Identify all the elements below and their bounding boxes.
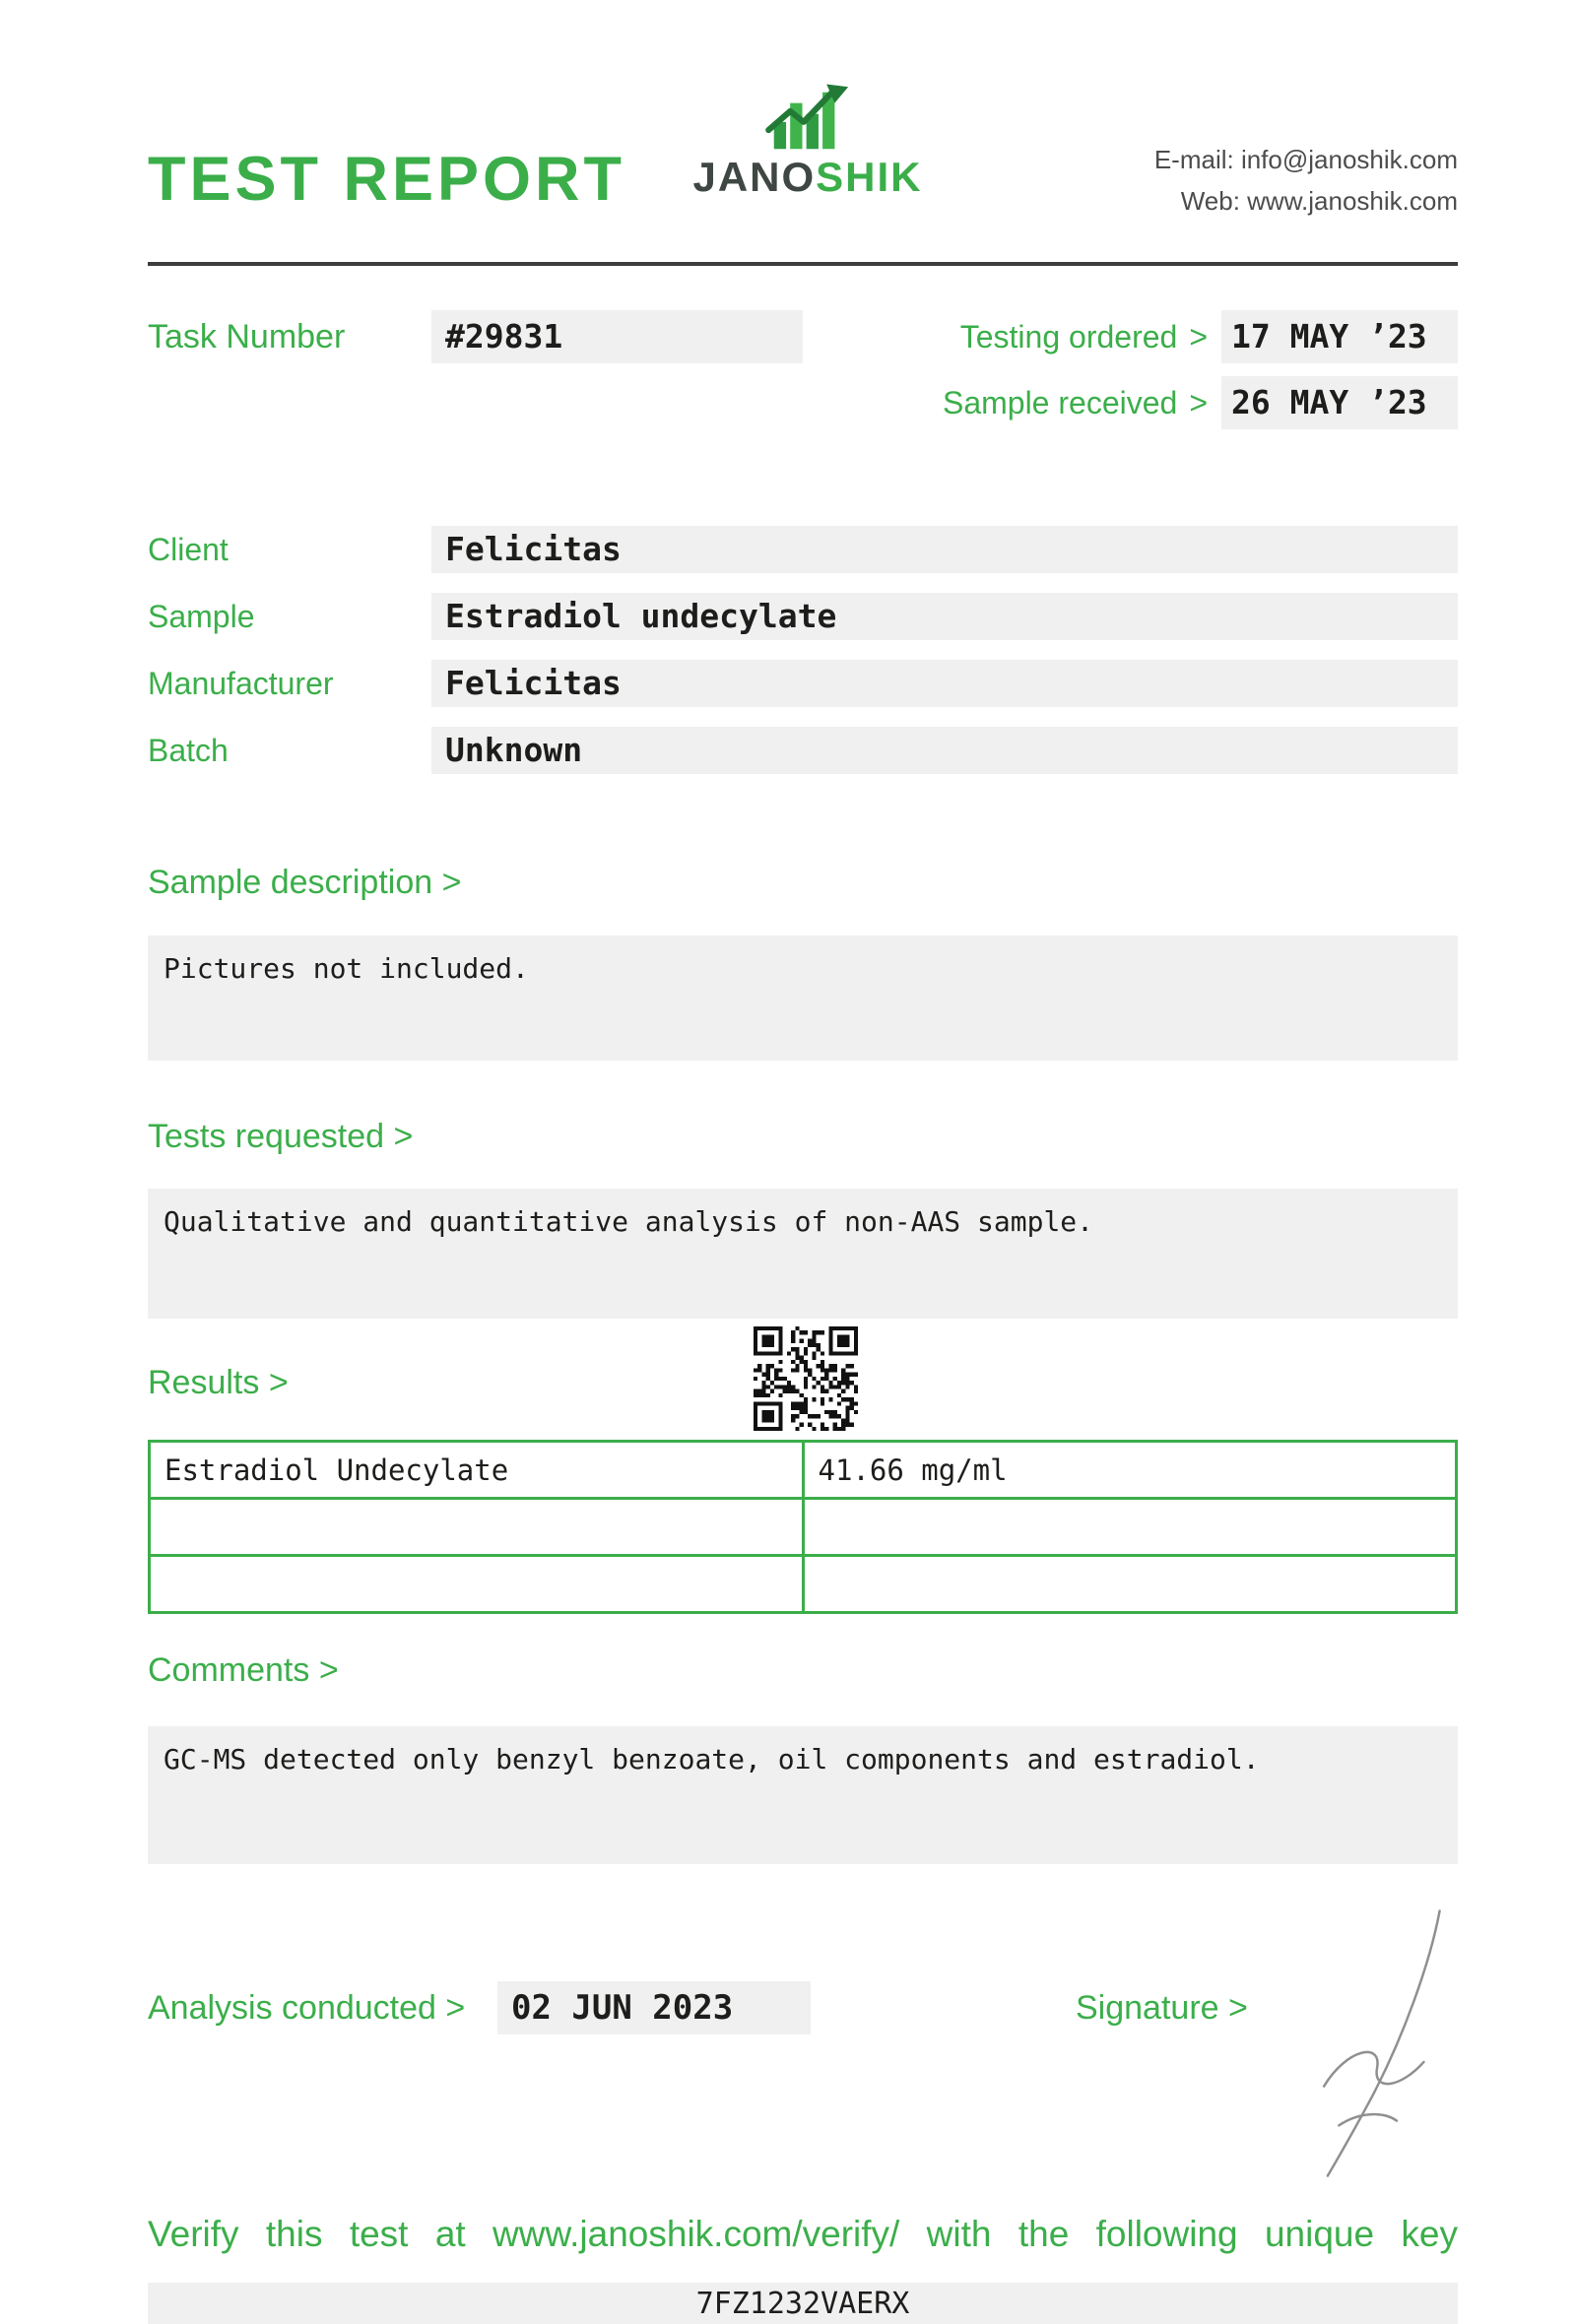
manufacturer-value: Felicitas	[431, 660, 1458, 707]
signature-label: Signature >	[1076, 1989, 1248, 2027]
contact-email: E-mail: info@janoshik.com	[1153, 145, 1458, 174]
analysis-conducted-label: Analysis conducted >	[148, 1989, 466, 2027]
client-value: Felicitas	[431, 526, 1458, 573]
result-name	[150, 1556, 804, 1613]
task-number-label: Task Number	[148, 318, 346, 355]
info-row-manufacturer	[148, 660, 1458, 707]
client-label: Client	[148, 532, 229, 567]
comments-body: GC-MS detected only benzyl benzoate, oil components and estradiol.	[148, 1726, 1458, 1864]
tests-requested-heading: Tests requested >	[148, 1118, 414, 1155]
tests-requested-body: Qualitative and quantitative analysis of non-AAS sample.	[148, 1189, 1458, 1319]
sample-label: Sample	[148, 599, 255, 634]
sample-description-body: Pictures not included.	[148, 936, 1458, 1061]
analysis-conducted-value: 02 JUN 2023	[497, 1981, 811, 2034]
info-row-client	[148, 526, 1458, 573]
results-row	[150, 1556, 1457, 1613]
contact-info	[1154, 140, 1458, 222]
result-value: 41.66 mg/ml	[803, 1442, 1457, 1499]
testing-ordered-label: Testing ordered	[959, 318, 1178, 355]
logo-chart-icon	[764, 79, 851, 152]
comments-heading: Comments >	[148, 1651, 339, 1689]
logo-wordmark	[688, 154, 928, 201]
verify-key: 7FZ1232VAERX	[148, 2283, 1458, 2324]
sample-description-heading: Sample description >	[148, 864, 462, 901]
batch-value: Unknown	[431, 727, 1458, 774]
arrow-glyph: >	[1189, 318, 1208, 355]
result-name	[150, 1499, 804, 1556]
signature-image	[1290, 1896, 1468, 2191]
batch-label: Batch	[148, 733, 229, 768]
result-value	[803, 1556, 1457, 1613]
logo-text-green: SHIK	[816, 154, 923, 200]
manufacturer-label: Manufacturer	[148, 666, 334, 701]
testing-ordered-value: 17 MAY ’23	[1221, 310, 1458, 363]
page-title: TEST REPORT	[148, 145, 626, 214]
result-value	[803, 1499, 1457, 1556]
sample-received-label: Sample received	[942, 384, 1178, 420]
janoshik-logo	[688, 79, 928, 201]
task-number-value: #29831	[431, 310, 803, 363]
logo-text-dark: JANO	[692, 154, 817, 200]
contact-web: Web: www.janoshik.com	[1180, 185, 1458, 216]
sample-value: Estradiol undecylate	[431, 593, 1458, 640]
sample-received-value: 26 MAY ’23	[1221, 376, 1458, 429]
info-row-sample	[148, 593, 1458, 640]
sample-received-row	[886, 376, 1458, 429]
results-row	[150, 1442, 1457, 1499]
verify-text: Verify this test at www.janoshik.com/verify/ with the following unique key	[148, 2214, 1458, 2254]
testing-ordered-row	[886, 310, 1458, 363]
results-table	[148, 1440, 1458, 1614]
result-name: Estradiol Undecylate	[150, 1442, 804, 1499]
qr-code	[754, 1326, 858, 1431]
header-divider	[148, 262, 1458, 266]
info-row-batch	[148, 727, 1458, 774]
results-heading: Results >	[148, 1364, 289, 1401]
arrow-glyph: >	[1189, 384, 1208, 420]
sample-info-fields	[148, 526, 1458, 794]
results-row	[150, 1499, 1457, 1556]
